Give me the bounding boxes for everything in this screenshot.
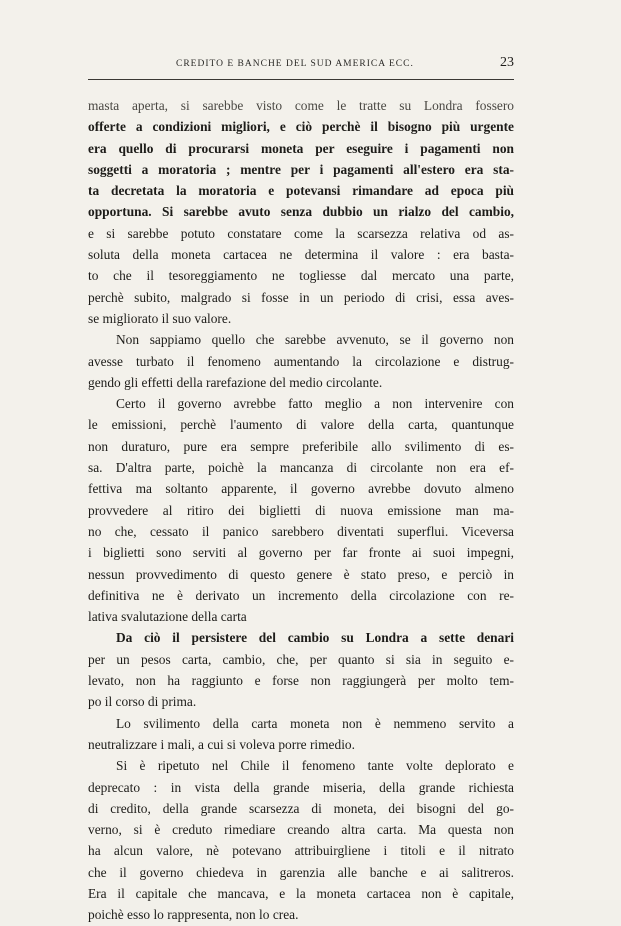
text-line: ha alcun valore, nè potevano attribuirgliene i titoli e il nitrato (88, 843, 514, 859)
text-line: Da ciò il persistere del cambio su Londra a sette denari (116, 630, 514, 646)
text-line: Si è ripetuto nel Chile il fenomeno tante volte deplorato e (116, 758, 514, 774)
text-line: verno, si è creduto rimediare creando altra carta. Ma questa non (88, 822, 514, 838)
text-line: e si sarebbe potuto constatare come la scarsezza relativa od as- (88, 225, 514, 241)
text-line: Lo svilimento della carta moneta non è nemmeno servito a (116, 715, 514, 731)
text-line: soluta della moneta cartacea ne determina il valore : era basta- (88, 247, 514, 263)
text-line: opportuna. Si sarebbe avuto senza dubbio un rialzo del cambio, (88, 204, 514, 220)
text-line: i biglietti sono serviti al governo per far fronte ai suoi impegni, (88, 545, 514, 561)
text-line: levato, non ha raggiunto e forse non raggiungerà per molto tem- (88, 673, 514, 689)
text-line: se migliorato il suo valore. (88, 310, 232, 326)
text-line: perchè subito, malgrado si fosse in un periodo di crisi, essa aves- (88, 289, 514, 305)
text-line: lativa svalutazione della carta (88, 609, 247, 625)
text-line: ta decretata la moratoria e potevansi rimandare ad epoca più (88, 183, 514, 199)
text-line: soggetti a moratoria ; mentre per i pagamenti all'estero era sta- (88, 161, 514, 177)
header-rule (88, 79, 514, 80)
text-line: per un pesos carta, cambio, che, per quanto si sia in seguito e- (88, 651, 514, 667)
text-line: avesse turbato il fenomeno aumentando la circolazione e distrug- (88, 353, 514, 369)
text-line: deprecato : in vista della grande miseria, della grande richiesta (88, 779, 514, 795)
text-line: Era il capitale che mancava, e la moneta cartacea non è capitale, (88, 885, 514, 901)
text-line: offerte a condizioni migliori, e ciò perchè il bisogno più urgente (88, 119, 514, 135)
text-line: neutralizzare i mali, a cui si voleva porre rimedio. (88, 736, 355, 752)
text-line: no che, cessato il panico sarebbero diventati superflui. Viceversa (88, 523, 514, 539)
text-line: non duraturo, pure era sempre preferibile allo svilimento di es- (88, 438, 514, 454)
text-line: provvedere al ritiro dei biglietti di nuova emissione man ma- (88, 502, 514, 518)
page-header (88, 55, 514, 75)
running-head: CREDITO E BANCHE DEL SUD AMERICA ECC. (176, 59, 414, 69)
text-line: di credito, della grande scarsezza di moneta, dei bisogni del go- (88, 800, 514, 816)
text-line: le emissioni, perchè l'aumento di valore della carta, quantunque (88, 417, 514, 433)
text-line: definitiva ne è derivato un incremento della circolazione con re- (88, 587, 514, 603)
text-line: Certo il governo avrebbe fatto meglio a non intervenire con (116, 396, 514, 412)
text-line: po il corso di prima. (88, 694, 197, 710)
text-line: to che il tesoreggiamento ne togliesse dal mercato una parte, (88, 268, 514, 284)
text-line: masta aperta, si sarebbe visto come le tratte su Londra fossero (88, 98, 514, 113)
text-line: che il governo chiedeva in garenzia alle banche e ai salitreros. (88, 864, 514, 880)
page-number: 23 (500, 55, 514, 70)
text-line: gendo gli effetti della rarefazione del medio circolante. (88, 374, 383, 390)
text-line: sa. D'altra parte, poichè la mancanza di circolante non era ef- (88, 460, 514, 476)
text-line: fettiva ma soltanto apparente, il governo avrebbe dovuto almeno (88, 481, 514, 497)
text-line: nessun provvedimento di questo genere è stato preso, e perciò in (88, 566, 514, 582)
text-line: poichè esso lo rappresenta, non lo crea. (88, 907, 299, 923)
body-text (88, 95, 514, 926)
text-line: era quello di procurarsi moneta per eseguire i pagamenti non (88, 140, 514, 156)
text-line: Non sappiamo quello che sarebbe avvenuto, se il governo non (116, 332, 514, 348)
